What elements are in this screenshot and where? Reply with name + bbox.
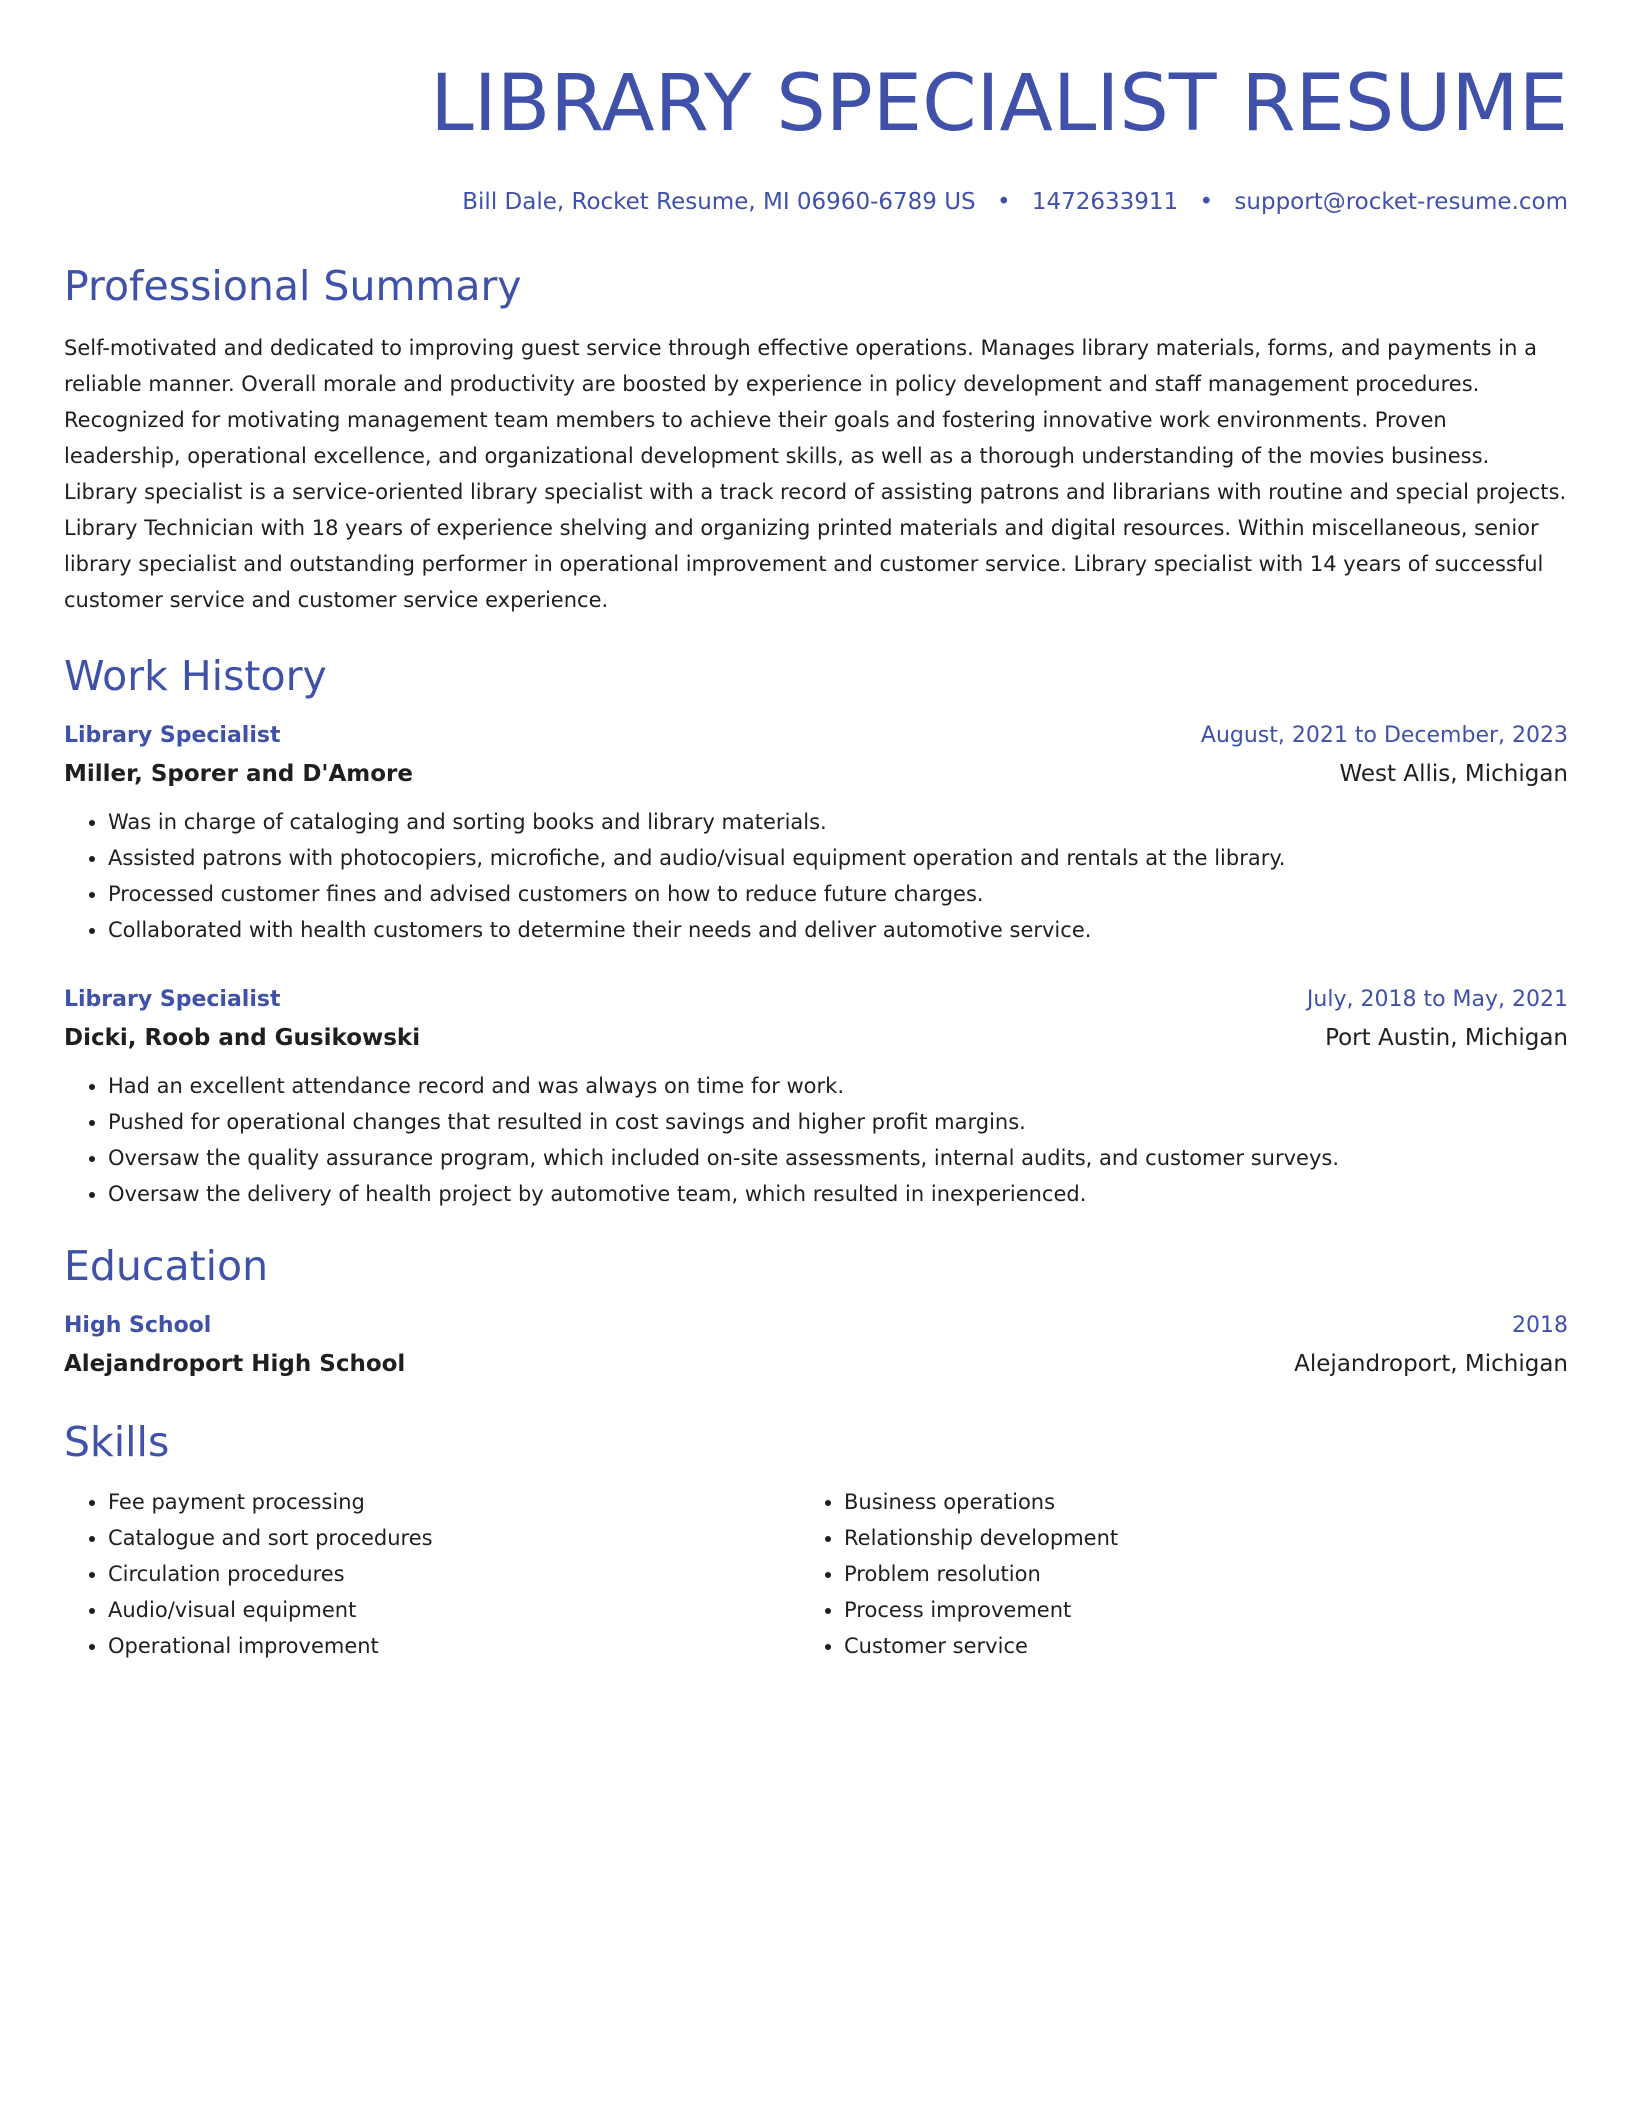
skill-item: • Audio/visual equipment <box>108 1592 800 1628</box>
skill-item: • Customer service <box>844 1628 1536 1664</box>
summary-text: Self-motivated and dedicated to improving guest service through effective operations. Manages library materials, forms, and payments in a reliable manner. Overall morale and productivity are boosted by experience in policy development and staff management procedures. Recognized for motivating management team members to achieve their goals and fostering innovative work environments. Proven leadership, operational excellence, and organizational development skills, as well as a thorough understanding of the movies business. Library specialist is a service-oriented library specialist with a track record of assisting patrons and librarians with routine and special projects. Library Technician with 18 years of experience shelving and organizing printed materials and digital resources. Within miscellaneous, senior library specialist and outstanding performer in operational improvement and customer service. Library specialist with 14 years of successful customer service and customer service experience. <box>64 336 1567 612</box>
contact-email: support@rocket-resume.com <box>1234 189 1568 215</box>
work-history-section <box>64 650 1568 1212</box>
document-title: LIBRARY SPECIALIST RESUME <box>430 59 1568 149</box>
job-dates: August, 2021 to December, 2023 <box>1200 723 1568 748</box>
job-bullet: • Was in charge of cataloging and sorting books and library materials. <box>108 804 1568 840</box>
job-bullet-list <box>64 1068 1568 1212</box>
contact-phone: 1472633911 <box>1031 189 1179 215</box>
job-bullet: • Collaborated with health customers to determine their needs and deliver automotive service. <box>108 912 1568 948</box>
skill-item: • Problem resolution <box>844 1556 1536 1592</box>
job-bullet: • Processed customer fines and advised customers on how to reduce future charges. <box>108 876 1568 912</box>
job-bullet: • Had an excellent attendance record and was always on time for work. <box>108 1068 1568 1104</box>
job-location: West Allis, Michigan <box>1339 761 1568 787</box>
education-school-row <box>64 1344 1568 1384</box>
section-heading-education: Education <box>64 1242 269 1290</box>
job-bullet: • Assisted patrons with photocopiers, microfiche, and audio/visual equipment operation and rentals at the library. <box>108 840 1568 876</box>
contact-separator: • <box>1199 189 1214 215</box>
education-degree-row <box>64 1308 1568 1344</box>
job-dates: July, 2018 to May, 2021 <box>1306 987 1568 1012</box>
skill-item: • Circulation procedures <box>108 1556 800 1592</box>
job-bullet-list <box>64 804 1568 948</box>
contact-address: Bill Dale, Rocket Resume, MI 06960-6789 US <box>462 189 976 215</box>
skills-columns <box>64 1484 1568 1664</box>
contact-line <box>64 186 1568 218</box>
job-bullet: • Oversaw the delivery of health project by automotive team, which resulted in inexperienced. <box>108 1176 1568 1212</box>
resume-header <box>64 56 1568 218</box>
section-heading-skills: Skills <box>64 1418 170 1466</box>
section-heading-work-history: Work History <box>64 652 327 700</box>
skill-item: • Fee payment processing <box>108 1484 800 1520</box>
job-company-row <box>64 754 1568 794</box>
skill-item: • Business operations <box>844 1484 1536 1520</box>
job-bullet: • Pushed for operational changes that resulted in cost savings and higher profit margins. <box>108 1104 1568 1140</box>
job-title-row <box>64 982 1568 1018</box>
job-title: Library Specialist <box>64 723 281 748</box>
job-title: Library Specialist <box>64 987 281 1012</box>
job-entry <box>64 718 1568 948</box>
skill-item: • Operational improvement <box>108 1628 800 1664</box>
skill-item: • Relationship development <box>844 1520 1536 1556</box>
skill-item: • Catalogue and sort procedures <box>108 1520 800 1556</box>
job-title-row <box>64 718 1568 754</box>
skills-list-right <box>800 1484 1536 1664</box>
skills-list-left <box>64 1484 800 1664</box>
summary-section <box>64 260 1568 618</box>
education-school: Alejandroport High School <box>64 1351 406 1377</box>
education-entry <box>64 1308 1568 1384</box>
job-location: Port Austin, Michigan <box>1325 1025 1568 1051</box>
skills-section <box>64 1416 1568 1664</box>
contact-separator: • <box>996 189 1011 215</box>
job-company-row <box>64 1018 1568 1058</box>
education-section <box>64 1240 1568 1384</box>
education-year: 2018 <box>1512 1313 1568 1338</box>
education-location: Alejandroport, Michigan <box>1294 1351 1568 1377</box>
skill-item: • Process improvement <box>844 1592 1536 1628</box>
job-entry <box>64 982 1568 1212</box>
job-bullet: • Oversaw the quality assurance program, which included on-site assessments, internal audits, and customer surveys. <box>108 1140 1568 1176</box>
education-degree: High School <box>64 1313 212 1338</box>
section-heading-summary: Professional Summary <box>64 262 522 310</box>
job-company: Dicki, Roob and Gusikowski <box>64 1025 421 1051</box>
job-company: Miller, Sporer and D'Amore <box>64 761 413 787</box>
